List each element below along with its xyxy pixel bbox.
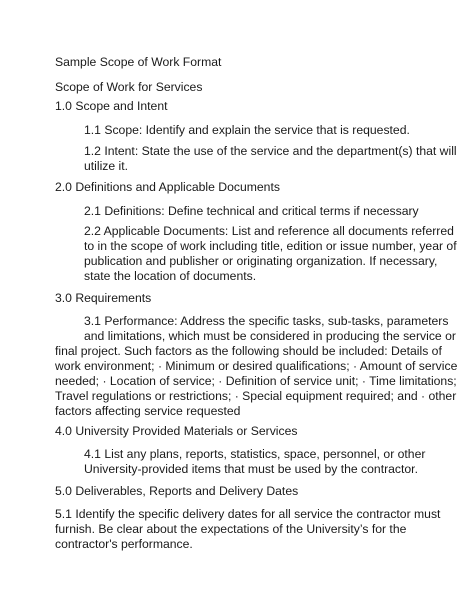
section-text-line: Travel regulations or restrictions; · Special equipment required; and · other	[55, 389, 457, 403]
section-text-line: 1.2 Intent: State the use of the service and the department(s) that will	[84, 144, 457, 158]
section-heading: 2.0 Definitions and Applicable Documents	[55, 180, 280, 194]
section-text-line: and limitations, which must be considered in producing the service or	[84, 329, 456, 343]
section-text-line: 1.1 Scope: Identify and explain the service that is requested.	[84, 123, 410, 137]
document-title: Sample Scope of Work Format	[55, 55, 222, 69]
section-heading: 3.0 Requirements	[55, 291, 152, 305]
section-heading: 4.0 University Provided Materials or Services	[55, 424, 298, 438]
section-heading: 1.0 Scope and Intent	[55, 99, 168, 113]
section-text-line: needed; · Location of service; · Definition of service unit; · Time limitations;	[55, 374, 457, 388]
document-subtitle: Scope of Work for Services	[55, 80, 203, 94]
section-heading: 5.0 Deliverables, Reports and Delivery Dates	[55, 484, 299, 498]
section-text-line: contractor's performance.	[55, 537, 193, 551]
section-text-line: 2.1 Definitions: Define technical and critical terms if necessary	[84, 204, 419, 218]
section-text-line: final project. Such factors as the following should be included: Details of	[55, 344, 442, 358]
section-text-line: 4.1 List any plans, reports, statistics, space, personnel, or other	[84, 447, 426, 461]
section-text-line: work environment; · Minimum or desired qualifications; · Amount of service	[55, 359, 458, 373]
section-text-line: state the location of documents.	[84, 269, 257, 283]
section-text-line: 5.1 Identify the specific delivery dates for all service the contractor must	[55, 507, 441, 521]
section-text-line: 2.2 Applicable Documents: List and reference all documents referred	[84, 224, 454, 238]
section-text-line: utilize it.	[84, 159, 129, 173]
section-text-line: 3.1 Performance: Address the specific tasks, sub-tasks, parameters	[84, 314, 449, 328]
section-text-line: to in the scope of work including title, edition or issue number, year of	[84, 239, 457, 253]
section-text-line: publication and publisher or originating organization. If necessary,	[84, 254, 438, 268]
section-text-line: University-provided items that must be used by the contractor.	[84, 462, 418, 476]
section-text-line: factors affecting service requested	[55, 404, 241, 418]
section-text-line: furnish. Be clear about the expectations of the University’s for the	[55, 522, 407, 536]
